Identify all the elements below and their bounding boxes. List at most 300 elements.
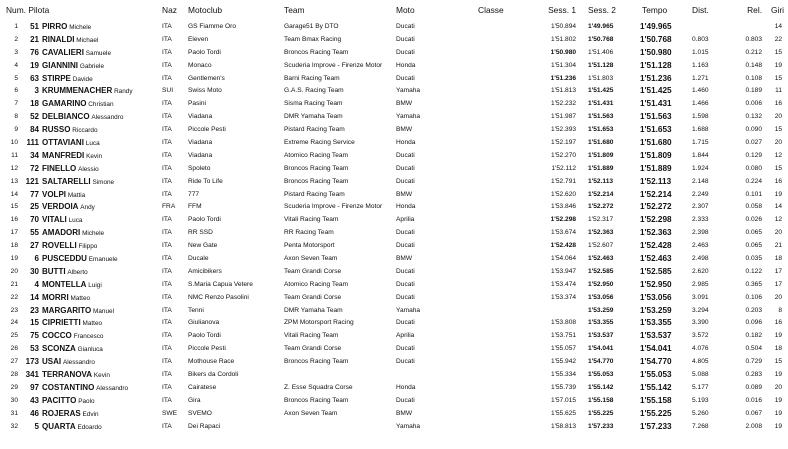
position-cell: 14 xyxy=(0,188,22,201)
session1-cell: 1'55.942 xyxy=(524,355,584,368)
pilot-last-name: QUARTA xyxy=(42,421,76,431)
moto-cell: Honda xyxy=(396,200,478,213)
classe-cell xyxy=(478,239,524,252)
motoclub-cell: Piccole Pesti xyxy=(188,342,284,355)
team-cell: Team Grandi Corse xyxy=(284,291,396,304)
session2-cell: 1'49.965 xyxy=(584,20,638,33)
pilot-first-name: Emanuele xyxy=(88,255,118,263)
rider-number-cell: 25 xyxy=(22,200,42,213)
session1-cell: 1'51.813 xyxy=(524,84,584,97)
laps-cell: 17 xyxy=(764,278,788,291)
classe-cell xyxy=(478,368,524,381)
gap-first-cell: 1.598 xyxy=(692,110,732,123)
pilot-name-cell xyxy=(42,291,162,304)
gap-previous-cell: 0.035 xyxy=(732,252,764,265)
position-cell: 22 xyxy=(0,291,22,304)
position-cell: 15 xyxy=(0,200,22,213)
session2-cell: 1'52.950 xyxy=(584,278,638,291)
gap-previous-cell: 0.504 xyxy=(732,342,764,355)
gap-first-cell: 1.271 xyxy=(692,72,732,85)
nation-cell: ITA xyxy=(162,213,188,226)
position-cell: 6 xyxy=(0,84,22,97)
pilot-last-name: MORRI xyxy=(42,292,69,302)
pilot-first-name: Francesco xyxy=(73,333,104,341)
header-num-pilota: Num. Pilota xyxy=(6,5,50,15)
gap-first-cell: 2.398 xyxy=(692,226,732,239)
pilot-first-name: Randy xyxy=(114,88,133,96)
gap-previous-cell: 0.122 xyxy=(732,265,764,278)
table-row xyxy=(0,123,788,136)
best-time-cell: 1'52.363 xyxy=(638,226,692,239)
classe-cell xyxy=(478,72,524,85)
position-cell: 8 xyxy=(0,110,22,123)
gap-previous-cell: 0.058 xyxy=(732,200,764,213)
nation-cell: ITA xyxy=(162,381,188,394)
session2-cell: 1'54.770 xyxy=(584,355,638,368)
classe-cell xyxy=(478,46,524,59)
session2-cell: 1'57.233 xyxy=(584,420,638,433)
gap-first-cell: 1.163 xyxy=(692,59,732,72)
gap-first-cell: 2.307 xyxy=(692,200,732,213)
gap-first-cell: 2.333 xyxy=(692,213,732,226)
table-row xyxy=(0,33,788,46)
gap-first-cell: 1.460 xyxy=(692,84,732,97)
pilot-name-cell xyxy=(42,136,162,149)
team-cell: Broncos Racing Team xyxy=(284,355,396,368)
table-row xyxy=(0,200,788,213)
pilot-last-name: SALTARELLI xyxy=(42,176,91,186)
classe-cell xyxy=(478,200,524,213)
gap-previous-cell: 0.803 xyxy=(732,33,764,46)
pilot-last-name: VERDOIA xyxy=(42,202,79,212)
team-cell: Vitali Racing Team xyxy=(284,213,396,226)
moto-cell: Ducati xyxy=(396,149,478,162)
gap-previous-cell: 0.026 xyxy=(732,213,764,226)
motoclub-cell: Amicibikers xyxy=(188,265,284,278)
laps-cell: 15 xyxy=(764,162,788,175)
gap-first-cell: 1.466 xyxy=(692,97,732,110)
pilot-first-name: Christian xyxy=(88,101,114,109)
laps-cell: 22 xyxy=(764,33,788,46)
pilot-name-cell xyxy=(42,59,162,72)
rider-number-cell: 23 xyxy=(22,304,42,317)
gap-first-cell: 1.688 xyxy=(692,123,732,136)
header-naz: Naz xyxy=(162,5,177,15)
session2-cell: 1'52.272 xyxy=(584,200,638,213)
team-cell: Atomico Racing Team xyxy=(284,149,396,162)
pilot-name-cell xyxy=(42,278,162,291)
session2-cell: 1'52.607 xyxy=(584,239,638,252)
pilot-name-cell xyxy=(42,252,162,265)
gap-previous-cell: 0.189 xyxy=(732,84,764,97)
session2-cell: 1'52.463 xyxy=(584,252,638,265)
header-sess1: Sess. 1 xyxy=(548,5,577,15)
team-cell: Team Grandi Corse xyxy=(284,342,396,355)
table-row xyxy=(0,278,788,291)
classe-cell xyxy=(478,33,524,46)
position-cell: 29 xyxy=(0,381,22,394)
position-cell: 5 xyxy=(0,72,22,85)
gap-first-cell xyxy=(692,20,732,33)
best-time-cell: 1'52.463 xyxy=(638,252,692,265)
team-cell: G.A.S. Racing Team xyxy=(284,84,396,97)
motoclub-cell: Spoleto xyxy=(188,162,284,175)
pilot-name-cell xyxy=(42,175,162,188)
pilot-name-cell xyxy=(42,162,162,175)
session1-cell: 1'52.620 xyxy=(524,188,584,201)
session1-cell: 1'53.751 xyxy=(524,329,584,342)
position-cell: 1 xyxy=(0,20,22,33)
table-row xyxy=(0,394,788,407)
classe-cell xyxy=(478,407,524,420)
pilot-last-name: MANFREDI xyxy=(42,150,85,160)
session1-cell: 1'53.808 xyxy=(524,316,584,329)
classe-cell xyxy=(478,136,524,149)
nation-cell: ITA xyxy=(162,329,188,342)
nation-cell: ITA xyxy=(162,291,188,304)
pilot-last-name: VITALI xyxy=(42,215,67,225)
header-classe: Classe xyxy=(478,5,504,15)
moto-cell: Ducati xyxy=(396,278,478,291)
session1-cell: 1'53.474 xyxy=(524,278,584,291)
session2-cell: 1'52.113 xyxy=(584,175,638,188)
rider-number-cell: 121 xyxy=(22,175,42,188)
table-body xyxy=(0,20,788,433)
position-cell: 24 xyxy=(0,316,22,329)
gap-first-cell: 3.294 xyxy=(692,304,732,317)
nation-cell: SUI xyxy=(162,84,188,97)
pilot-last-name: STIRPE xyxy=(42,73,71,83)
laps-cell: 16 xyxy=(764,97,788,110)
position-cell: 32 xyxy=(0,420,22,433)
pilot-name-cell xyxy=(42,381,162,394)
pilot-name-cell xyxy=(42,188,162,201)
motoclub-cell: Giulianova xyxy=(188,316,284,329)
nation-cell: FRA xyxy=(162,200,188,213)
session2-cell: 1'51.889 xyxy=(584,162,638,175)
moto-cell: Ducati xyxy=(396,342,478,355)
position-cell: 17 xyxy=(0,226,22,239)
session1-cell xyxy=(524,304,584,317)
position-cell: 3 xyxy=(0,46,22,59)
best-time-cell: 1'52.428 xyxy=(638,239,692,252)
motoclub-cell: Dei Rapaci xyxy=(188,420,284,433)
team-cell: Team Grandi Corse xyxy=(284,265,396,278)
gap-first-cell: 0.803 xyxy=(692,33,732,46)
team-cell: Z. Esse Squadra Corse xyxy=(284,381,396,394)
best-time-cell: 1'52.950 xyxy=(638,278,692,291)
nation-cell: ITA xyxy=(162,316,188,329)
team-cell: Broncos Racing Team xyxy=(284,162,396,175)
pilot-name-cell xyxy=(42,329,162,342)
position-cell: 21 xyxy=(0,278,22,291)
pilot-name-cell xyxy=(42,304,162,317)
classe-cell xyxy=(478,213,524,226)
table-row xyxy=(0,136,788,149)
motoclub-cell: Paolo Tordi xyxy=(188,46,284,59)
motoclub-cell: Bikers da Cordoli xyxy=(188,368,284,381)
pilot-first-name: Michele xyxy=(69,23,92,31)
nation-cell: ITA xyxy=(162,368,188,381)
rider-number-cell: 6 xyxy=(22,252,42,265)
gap-first-cell: 1.844 xyxy=(692,149,732,162)
pilot-last-name: PIRRO xyxy=(42,21,68,31)
pilot-last-name: PUSCEDDU xyxy=(42,253,87,263)
pilot-name-cell xyxy=(42,394,162,407)
session1-cell: 1'50.980 xyxy=(524,46,584,59)
nation-cell: ITA xyxy=(162,136,188,149)
nation-cell: SWE xyxy=(162,407,188,420)
classe-cell xyxy=(478,291,524,304)
session1-cell: 1'52.197 xyxy=(524,136,584,149)
classe-cell xyxy=(478,316,524,329)
motoclub-cell: Mothouse Race xyxy=(188,355,284,368)
best-time-cell: 1'50.980 xyxy=(638,46,692,59)
gap-previous-cell: 0.067 xyxy=(732,407,764,420)
gap-previous-cell: 0.729 xyxy=(732,355,764,368)
laps-cell: 11 xyxy=(764,84,788,97)
gap-first-cell: 5.193 xyxy=(692,394,732,407)
best-time-cell: 1'51.128 xyxy=(638,59,692,72)
classe-cell xyxy=(478,110,524,123)
pilot-name-cell xyxy=(42,407,162,420)
gap-previous-cell: 0.108 xyxy=(732,72,764,85)
laps-cell: 12 xyxy=(764,149,788,162)
moto-cell: Ducati xyxy=(396,316,478,329)
gap-first-cell: 2.985 xyxy=(692,278,732,291)
nation-cell: ITA xyxy=(162,149,188,162)
pilot-last-name: FINELLO xyxy=(42,163,77,173)
pilot-first-name: Simone xyxy=(92,178,115,186)
moto-cell: Aprilia xyxy=(396,329,478,342)
pilot-first-name: Paolo xyxy=(78,397,95,405)
best-time-cell: 1'51.431 xyxy=(638,97,692,110)
classe-cell xyxy=(478,342,524,355)
pilot-first-name: Edoardo xyxy=(77,423,102,431)
best-time-cell: 1'51.809 xyxy=(638,149,692,162)
session1-cell: 1'52.232 xyxy=(524,97,584,110)
table-row xyxy=(0,84,788,97)
table-row xyxy=(0,188,788,201)
table-row xyxy=(0,291,788,304)
pilot-name-cell xyxy=(42,72,162,85)
table-row xyxy=(0,368,788,381)
pilot-first-name: Andy xyxy=(80,204,95,212)
session2-cell: 1'51.128 xyxy=(584,59,638,72)
session1-cell: 1'54.064 xyxy=(524,252,584,265)
session1-cell: 1'55.057 xyxy=(524,342,584,355)
moto-cell: Honda xyxy=(396,59,478,72)
team-cell: DMR Yamaha Team xyxy=(284,110,396,123)
session2-cell: 1'55.053 xyxy=(584,368,638,381)
session1-cell: 1'52.112 xyxy=(524,162,584,175)
rider-number-cell: 77 xyxy=(22,188,42,201)
classe-cell xyxy=(478,252,524,265)
pilot-last-name: MONTELLA xyxy=(42,279,87,289)
position-cell: 23 xyxy=(0,304,22,317)
rider-number-cell: 19 xyxy=(22,59,42,72)
motoclub-cell: S.Maria Capua Vetere xyxy=(188,278,284,291)
gap-previous-cell: 0.027 xyxy=(732,136,764,149)
session1-cell: 1'52.428 xyxy=(524,239,584,252)
laps-cell: 14 xyxy=(764,200,788,213)
team-cell: Garage51 By DTO xyxy=(284,20,396,33)
motoclub-cell: Monaco xyxy=(188,59,284,72)
rider-number-cell: 3 xyxy=(22,84,42,97)
gap-previous-cell: 0.224 xyxy=(732,175,764,188)
team-cell: Barni Racing Team xyxy=(284,72,396,85)
best-time-cell: 1'50.768 xyxy=(638,33,692,46)
session1-cell: 1'55.334 xyxy=(524,368,584,381)
moto-cell: Ducati xyxy=(396,355,478,368)
pilot-first-name: Edvin xyxy=(82,410,99,418)
moto-cell: Ducati xyxy=(396,226,478,239)
session1-cell: 1'58.813 xyxy=(524,420,584,433)
table-row xyxy=(0,329,788,342)
table-row xyxy=(0,265,788,278)
pilot-last-name: PACITTO xyxy=(42,395,77,405)
session2-cell: 1'51.653 xyxy=(584,123,638,136)
nation-cell: ITA xyxy=(162,72,188,85)
header-rel: Rel. xyxy=(747,5,763,15)
motoclub-cell: Gira xyxy=(188,394,284,407)
moto-cell: BMW xyxy=(396,97,478,110)
pilot-first-name: Samuele xyxy=(85,49,112,57)
pilot-first-name: Matteo xyxy=(82,320,103,328)
classe-cell xyxy=(478,420,524,433)
gap-first-cell: 1.715 xyxy=(692,136,732,149)
position-cell: 31 xyxy=(0,407,22,420)
pilot-last-name: CIPRIETTI xyxy=(42,318,81,328)
motoclub-cell: Paolo Tordi xyxy=(188,329,284,342)
moto-cell: Ducati xyxy=(396,20,478,33)
session2-cell: 1'55.225 xyxy=(584,407,638,420)
best-time-cell: 1'51.889 xyxy=(638,162,692,175)
pilot-name-cell xyxy=(42,316,162,329)
laps-cell: 15 xyxy=(764,123,788,136)
pilot-name-cell xyxy=(42,239,162,252)
classe-cell xyxy=(478,394,524,407)
classe-cell xyxy=(478,59,524,72)
rider-number-cell: 52 xyxy=(22,110,42,123)
session2-cell: 1'51.431 xyxy=(584,97,638,110)
laps-cell: 8 xyxy=(764,304,788,317)
motoclub-cell: Ride To Life xyxy=(188,175,284,188)
team-cell: Axon Seven Team xyxy=(284,407,396,420)
gap-first-cell: 3.572 xyxy=(692,329,732,342)
pilot-first-name: Alessandro xyxy=(91,114,124,122)
pilot-name-cell xyxy=(42,342,162,355)
moto-cell: BMW xyxy=(396,123,478,136)
rider-number-cell: 111 xyxy=(22,136,42,149)
gap-previous-cell: 0.006 xyxy=(732,97,764,110)
rider-number-cell: 43 xyxy=(22,394,42,407)
laps-cell: 19 xyxy=(764,368,788,381)
session1-cell: 1'57.015 xyxy=(524,394,584,407)
nation-cell: ITA xyxy=(162,162,188,175)
session1-cell: 1'53.846 xyxy=(524,200,584,213)
pilot-first-name: Gianluca xyxy=(77,346,103,354)
table-row xyxy=(0,226,788,239)
gap-first-cell: 2.620 xyxy=(692,265,732,278)
pilot-last-name: USAI xyxy=(42,357,62,367)
gap-previous-cell: 0.096 xyxy=(732,316,764,329)
team-cell: Pistard Racing Team xyxy=(284,188,396,201)
moto-cell: Aprilia xyxy=(396,213,478,226)
gap-first-cell: 2.148 xyxy=(692,175,732,188)
pilot-name-cell xyxy=(42,355,162,368)
pilot-name-cell xyxy=(42,33,162,46)
pilot-name-cell xyxy=(42,368,162,381)
moto-cell: Yamaha xyxy=(396,304,478,317)
team-cell: Scuderia Improve - Firenze Motor xyxy=(284,59,396,72)
gap-first-cell: 5.177 xyxy=(692,381,732,394)
team-cell: Atomico Racing Team xyxy=(284,278,396,291)
pilot-first-name: Mattia xyxy=(67,191,86,199)
nation-cell: ITA xyxy=(162,342,188,355)
pilot-name-cell xyxy=(42,420,162,433)
laps-cell: 18 xyxy=(764,342,788,355)
pilot-first-name: Alessandro xyxy=(62,359,95,367)
best-time-cell: 1'55.225 xyxy=(638,407,692,420)
best-time-cell: 1'52.113 xyxy=(638,175,692,188)
motoclub-cell: Viadana xyxy=(188,136,284,149)
nation-cell: ITA xyxy=(162,252,188,265)
position-cell: 18 xyxy=(0,239,22,252)
moto-cell: Ducati xyxy=(396,394,478,407)
moto-cell: Ducati xyxy=(396,72,478,85)
table-row xyxy=(0,46,788,59)
position-cell: 27 xyxy=(0,355,22,368)
nation-cell: ITA xyxy=(162,394,188,407)
gap-previous-cell: 0.016 xyxy=(732,394,764,407)
pilot-first-name: Davide xyxy=(72,75,93,83)
session2-cell: 1'52.585 xyxy=(584,265,638,278)
classe-cell xyxy=(478,355,524,368)
pilot-first-name: Matteo xyxy=(70,294,91,302)
pilot-first-name: Alberto xyxy=(67,268,88,276)
gap-previous-cell: 0.203 xyxy=(732,304,764,317)
team-cell: Sisma Racing Team xyxy=(284,97,396,110)
motoclub-cell: Eleven xyxy=(188,33,284,46)
header-sess2: Sess. 2 xyxy=(588,5,616,15)
session2-cell: 1'55.142 xyxy=(584,381,638,394)
team-cell: Vitali Racing Team xyxy=(284,329,396,342)
session2-cell: 1'53.537 xyxy=(584,329,638,342)
gap-previous-cell: 0.212 xyxy=(732,46,764,59)
position-cell: 4 xyxy=(0,59,22,72)
rider-number-cell: 75 xyxy=(22,329,42,342)
session2-cell: 1'51.803 xyxy=(584,72,638,85)
pilot-name-cell xyxy=(42,149,162,162)
position-cell: 7 xyxy=(0,97,22,110)
session1-cell: 1'55.625 xyxy=(524,407,584,420)
table-row xyxy=(0,213,788,226)
pilot-last-name: KRUMMENACHER xyxy=(42,86,113,96)
pilot-name-cell xyxy=(42,213,162,226)
moto-cell: Ducati xyxy=(396,175,478,188)
session1-cell: 1'52.298 xyxy=(524,213,584,226)
best-time-cell: 1'53.355 xyxy=(638,316,692,329)
session2-cell: 1'51.563 xyxy=(584,110,638,123)
laps-cell: 19 xyxy=(764,394,788,407)
pilot-last-name: COSTANTINO xyxy=(42,382,95,392)
motoclub-cell: Viadana xyxy=(188,110,284,123)
motoclub-cell: FFM xyxy=(188,200,284,213)
header-giri: Giri xyxy=(771,5,785,15)
session1-cell: 1'51.802 xyxy=(524,33,584,46)
best-time-cell: 1'52.298 xyxy=(638,213,692,226)
